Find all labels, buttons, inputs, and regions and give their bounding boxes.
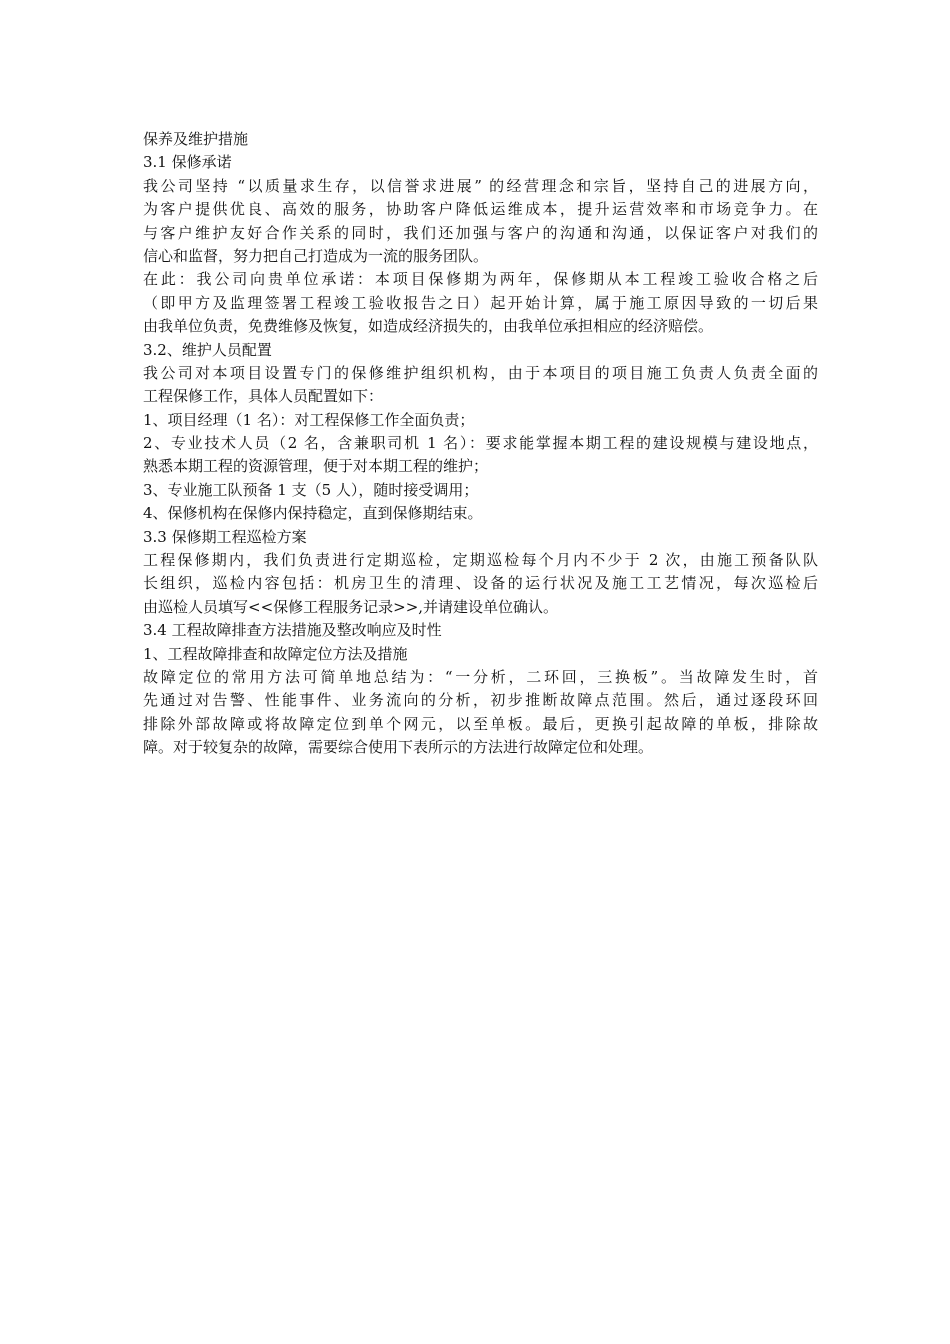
heading-3-3: 3.3 保修期工程巡检方案 xyxy=(143,527,307,546)
paragraph-line: 我公司对本项目设置专门的保修维护组织机构，由于本项目的项目施工负责人负责全面的 xyxy=(143,363,818,382)
paragraph-line: （即甲方及监理签署工程竣工验收报告之日）起开始计算，属于施工原因导致的一切后果 xyxy=(143,293,818,312)
paragraph-line: 先通过对告警、性能事件、业务流向的分析，初步推断故障点范围。然后，通过逐段环回 xyxy=(143,691,818,710)
list-item-continuation: 熟悉本期工程的资源管理，便于对本期工程的维护； xyxy=(143,457,489,476)
paragraph-line: 障。对于较复杂的故障，需要综合使用下表所示的方法进行故障定位和处理。 xyxy=(143,738,654,757)
list-item: 3、专业施工队预备 1 支（5 人），随时接受调用； xyxy=(143,480,479,499)
paragraph-line: 为客户提供优良、高效的服务，协助客户降低运维成本，提升运营效率和市场竞争力。在 xyxy=(143,200,818,219)
heading-3-4: 3.4 工程故障排查方法措施及整改响应及时性 xyxy=(143,621,442,640)
paragraph-line: 我公司坚持 “以质量求生存，以信誉求进展” 的经营理念和宗旨，坚持自己的进展方向， xyxy=(143,176,818,195)
list-item: 4、保修机构在保修内保持稳定，直到保修期结束。 xyxy=(143,504,483,523)
document-body xyxy=(143,128,818,760)
paragraph-line: 信心和监督，努力把自己打造成为一流的服务团队。 xyxy=(143,246,489,265)
paragraph-line: 长组织，巡检内容包括：机房卫生的清理、设备的运行状况及施工工艺情况，每次巡检后 xyxy=(143,574,818,593)
section-title: 保养及维护措施 xyxy=(143,130,249,148)
paragraph-line: 工程保修期内，我们负责进行定期巡检，定期巡检每个月内不少于 2 次，由施工预备队队 xyxy=(143,551,818,570)
heading-3-2: 3.2、维护人员配置 xyxy=(143,340,272,359)
paragraph-line: 由我单位负责，免费维修及恢复，如造成经济损失的，由我单位承担相应的经济赔偿。 xyxy=(143,317,714,336)
list-item: 1、项目经理（1 名）：对工程保修工作全面负责； xyxy=(143,410,475,429)
paragraph-line: 由巡检人员填写<<保修工程服务记录>>,并请建设单位确认。 xyxy=(143,597,559,616)
paragraph-line: 故障定位的常用方法可简单地总结为：“一分析，二环回，三换板”。当故障发生时，首 xyxy=(143,667,818,686)
paragraph-line: 在此：我公司向贵单位承诺：本项目保修期为两年，保修期从本工程竣工验收合格之后 xyxy=(143,270,818,289)
subheading: 1、工程故障排查和故障定位方法及措施 xyxy=(143,644,408,663)
heading-3-1: 3.1 保修承诺 xyxy=(143,153,232,172)
paragraph-line: 工程保修工作，具体人员配置如下： xyxy=(143,387,384,406)
list-item: 2、专业技术人员（2 名，含兼职司机 1 名）：要求能掌握本期工程的建设规模与建设地点， xyxy=(143,434,818,453)
paragraph-line: 排除外部故障或将故障定位到单个网元，以至单板。最后，更换引起故障的单板，排除故 xyxy=(143,714,818,733)
paragraph-line: 与客户维护友好合作关系的同时，我们还加强与客户的沟通和沟通，以保证客户对我们的 xyxy=(143,223,818,242)
